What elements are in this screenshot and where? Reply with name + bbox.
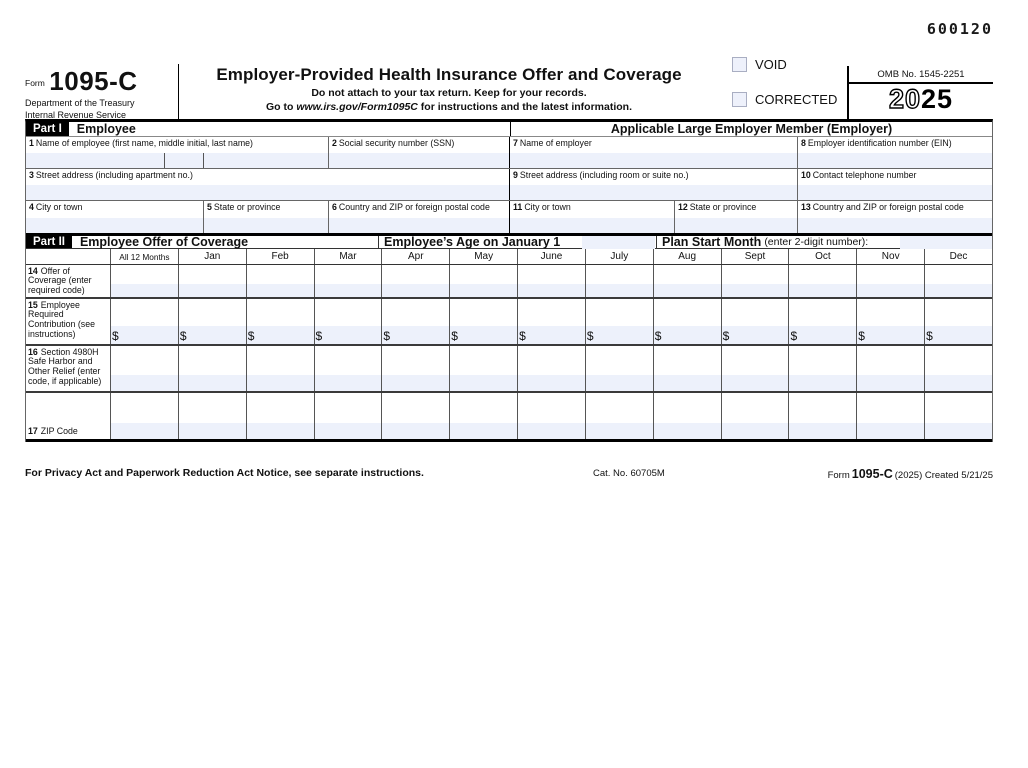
month-cell [179,299,247,344]
row-16-number: 16 [28,346,38,357]
field-10-label [798,169,992,185]
field-6-input[interactable] [329,218,509,233]
plan-start-month-input[interactable] [900,236,992,249]
currency-symbol: $ [451,329,458,343]
month-column-header: Jan [179,249,247,264]
month-cell-input[interactable] [789,326,856,344]
currency-symbol: $ [790,329,798,343]
privacy-notice: For Privacy Act and Paperwork Reduction Act Notice, see separate instructions. [25,467,424,479]
month-cell [925,393,992,439]
month-cell [857,393,925,439]
field-6-country-zip [329,201,509,233]
month-column-header: Nov [857,249,925,264]
month-cell-input[interactable] [450,326,517,344]
field-11-text: City or town [524,201,571,212]
month-cell [111,299,179,344]
month-cell [722,299,790,344]
currency-symbol: $ [179,329,187,343]
month-cell [247,299,315,344]
form-title: Employer-Provided Health Insurance Offer and Coverage [216,65,682,84]
agency-line-2: Internal Revenue Service [25,109,127,120]
month-cell [789,265,857,297]
currency-symbol: $ [654,329,662,343]
field-11-number: 11 [513,201,523,212]
month-cell-input[interactable] [315,375,382,391]
field-13-country-zip [798,201,992,233]
month-cell [247,346,315,391]
month-cell [789,393,857,439]
row-label-column-spacer [26,249,111,264]
month-cell-input[interactable] [247,326,314,344]
tax-year [849,84,993,115]
month-cell [925,299,992,344]
month-cell-input[interactable] [857,284,924,297]
row-15-label [26,299,111,344]
employee-age-label: Employee’s Age on January 1 [384,235,561,249]
agency-line-1: Department of the Treasury [25,98,135,108]
part2-badge: Part II [26,236,72,248]
month-cell-input[interactable] [450,423,517,439]
row-16-section-4980h [26,346,992,393]
form-serial-number: 600120 [926,20,993,38]
form-number: 1095-C [49,66,138,96]
month-cell [179,346,247,391]
month-cell [586,299,654,344]
field-13-input[interactable] [798,218,992,233]
field-13-text: Country and ZIP or foreign postal code [812,201,964,212]
field-2-text: Social security number (SSN) [338,137,455,148]
name-divider-1 [164,153,165,168]
month-cell-input[interactable] [315,423,382,439]
field-11-label [510,201,674,218]
month-cell-input[interactable] [789,423,856,439]
part1-badge: Part I [26,122,69,136]
month-cell [382,346,450,391]
omb-block [847,66,993,119]
month-cell-input[interactable] [722,375,789,391]
month-cell-input[interactable] [654,284,721,297]
month-cell-input[interactable] [925,284,992,297]
irs-url: www.irs.gov/Form1095C [296,101,418,113]
field-9-label [510,169,797,185]
month-cell-input[interactable] [111,326,178,344]
field-4-city [26,201,204,233]
field-13-label [798,201,992,218]
form-word: Form [25,78,45,88]
currency-symbol: $ [722,329,730,343]
month-cell-input[interactable] [586,375,653,391]
month-cell [111,346,179,391]
month-cell-input[interactable] [247,423,314,439]
field-1-number: 1 [29,137,34,148]
field-8-text: Employer identification number (EIN) [807,137,952,148]
month-cell-input[interactable] [382,375,449,391]
field-11-city [510,201,675,233]
month-cell-input[interactable] [247,284,314,297]
field-2-ssn [329,137,509,168]
row-15-number: 15 [28,299,38,310]
currency-symbol: $ [112,329,119,343]
field-10-input[interactable] [798,185,992,200]
month-cell-input[interactable] [857,326,924,344]
month-column-header: May [450,249,518,264]
month-column-header: All 12 Months [111,249,179,264]
field-3-input[interactable] [26,185,509,200]
month-cell-input[interactable] [518,375,585,391]
month-cell [315,393,383,439]
void-checkbox[interactable] [732,57,747,72]
month-cell [789,346,857,391]
month-cell-input[interactable] [789,284,856,297]
part2-title: Employee Offer of Coverage [79,235,249,249]
month-cell [925,265,992,297]
month-cell [925,346,992,391]
field-6-number: 6 [332,201,337,212]
header-title-block [178,65,720,113]
month-cell [450,346,518,391]
field-5-state [204,201,329,233]
month-cell-input[interactable] [450,375,517,391]
month-cell [111,265,179,297]
part1-row-2 [26,169,992,201]
month-cell [789,299,857,344]
field-8-number: 8 [801,137,806,148]
month-cell-input[interactable] [179,284,246,297]
month-cell-input[interactable] [722,423,789,439]
part1-row-1 [26,137,992,169]
month-column-header: Mar [315,249,383,264]
field-10-number: 10 [801,169,811,180]
month-cell-input[interactable] [111,375,178,391]
row-17-number: 17 [28,426,38,437]
field-6-text: Country and ZIP or foreign postal code [338,201,490,212]
month-cell-input[interactable] [382,284,449,297]
row-14-number: 14 [28,265,38,276]
year-outline: 20 [888,84,921,114]
month-cell-input[interactable] [722,326,789,344]
month-cell [857,346,925,391]
part1-title: Employee [76,122,136,136]
row-17-zip-code [26,393,992,442]
employee-age-input[interactable] [582,236,655,249]
currency-symbol: $ [315,329,323,343]
field-1-text: Name of employee (first name, middle initial, last name) [35,137,253,148]
month-cell [518,393,586,439]
month-cell [722,346,790,391]
month-cell [450,393,518,439]
month-cell-input[interactable] [518,423,585,439]
month-cell [857,299,925,344]
month-cell-input[interactable] [315,326,382,344]
month-cell-input[interactable] [722,284,789,297]
month-cell-input[interactable] [857,423,924,439]
form-header [25,57,993,120]
form-id-block [25,66,175,121]
footer-form-number: 1095-C [851,467,893,481]
row-14-text: Offer of Coverage (enter required code) [28,265,92,296]
field-5-text: State or province [213,201,281,212]
month-cell [382,299,450,344]
field-2-input[interactable] [329,153,509,168]
month-cell-input[interactable] [382,326,449,344]
form-subtitle-2 [178,101,720,113]
field-12-state [675,201,798,233]
row-14-offer-of-coverage [26,265,992,299]
month-cell-input[interactable] [518,284,585,297]
month-cell-input[interactable] [179,423,246,439]
month-column-header: Sept [722,249,790,264]
row-15-text: Employee Required Contribution (see instructions) [28,299,95,340]
form-sections [25,119,993,442]
currency-symbol: $ [519,329,526,343]
month-cell-input[interactable] [586,423,653,439]
month-cell-input[interactable] [857,375,924,391]
currency-symbol: $ [247,329,255,343]
month-cell-input[interactable] [925,423,992,439]
month-cell [179,393,247,439]
month-cell-input[interactable] [179,326,246,344]
field-1-employee-name [26,137,329,168]
month-cell-input[interactable] [111,284,178,297]
month-cell-input[interactable] [654,423,721,439]
month-cell [450,299,518,344]
field-9-input[interactable] [510,185,797,200]
field-3-label [26,169,509,185]
month-cell [518,346,586,391]
row-17-label [26,393,111,439]
field-9-text: Street address (including room or suite no.) [519,169,689,180]
field-12-text: State or province [689,201,757,212]
month-cell-input[interactable] [925,375,992,391]
part2-header-bar [26,233,992,249]
plan-start-month-segment [656,236,992,248]
field-8-label [798,137,992,153]
field-1-input[interactable] [26,153,328,168]
plan-start-month-hint: (enter 2-digit number): [764,236,869,248]
month-cell-input[interactable] [789,375,856,391]
omb-number: OMB No. 1545-2251 [849,66,993,84]
month-cell [654,265,722,297]
row-15-employee-required-contribution [26,299,992,346]
name-divider-2 [203,153,204,168]
month-cell-input[interactable] [654,375,721,391]
field-10-phone [798,169,992,200]
month-cell [247,265,315,297]
month-cell [586,265,654,297]
field-6-label [329,201,509,218]
field-9-street [510,169,798,200]
month-cell [450,265,518,297]
month-column-header: Aug [654,249,722,264]
row-16-text: Section 4980H Safe Harbor and Other Relief (enter code, if applicable) [28,346,102,387]
field-4-input[interactable] [26,218,203,233]
month-cell-input[interactable] [586,326,653,344]
month-cell [179,265,247,297]
month-cell [586,346,654,391]
currency-symbol: $ [383,329,391,343]
employee-age-segment [378,236,656,248]
part1-row-3 [26,201,992,233]
month-column-header: Dec [949,251,968,262]
field-11-input[interactable] [510,218,674,233]
footer-form-suffix: (2025) Created 5/21/25 [894,470,993,481]
field-2-number: 2 [332,137,337,148]
field-10-text: Contact telephone number [812,169,917,180]
currency-symbol: $ [586,329,594,343]
field-12-input[interactable] [675,218,797,233]
field-8-ein [798,137,992,168]
currency-symbol: $ [926,329,933,343]
field-4-text: City or town [35,201,83,212]
month-cell [382,393,450,439]
month-cell-input[interactable] [654,326,721,344]
month-cell [315,299,383,344]
subtitle-2-prefix: Go to [265,101,297,113]
month-cell-input[interactable] [925,326,992,344]
field-12-label [675,201,797,218]
field-8-input[interactable] [798,153,992,168]
catalog-number: Cat. No. 60705M [593,468,665,479]
month-column-header: July [586,249,654,264]
month-cell [857,265,925,297]
field-13-number: 13 [801,201,811,212]
month-cell [315,346,383,391]
field-7-input[interactable] [510,153,797,168]
field-3-text: Street address (including apartment no.) [35,169,193,180]
row-16-label [26,346,111,391]
part1-employer-title: Applicable Large Employer Member (Employer) [510,122,992,136]
row-14-label [26,265,111,297]
month-cell-input[interactable] [315,284,382,297]
month-cell [722,393,790,439]
month-column-header: June [518,249,586,264]
subtitle-2-suffix: for instructions and the latest information. [417,101,632,113]
field-7-text: Name of employer [519,137,592,148]
field-7-employer-name [510,137,798,168]
month-column-header: Feb [247,249,315,264]
month-cell-input[interactable] [586,284,653,297]
field-12-number: 12 [678,201,688,212]
month-cell-input[interactable] [111,423,178,439]
field-7-number: 7 [513,137,518,148]
month-cell [247,393,315,439]
field-4-label [26,201,203,218]
row-17-text: ZIP Code [40,426,78,437]
months-header-row [26,249,992,265]
month-cell-input[interactable] [179,375,246,391]
month-cell [518,299,586,344]
month-cell [382,265,450,297]
month-cell [518,265,586,297]
footer-form-word: Form [827,470,850,481]
currency-symbol: $ [858,329,865,343]
month-cell [654,393,722,439]
month-cell [722,265,790,297]
field-9-number: 9 [513,169,518,180]
field-3-number: 3 [29,169,34,180]
month-column-header: Oct [789,249,857,264]
month-column-header: Apr [382,249,450,264]
field-5-input[interactable] [204,218,328,233]
field-3-street [26,169,509,200]
month-cell-input[interactable] [450,284,517,297]
field-2-label [329,137,509,153]
month-cell [586,393,654,439]
corrected-label: CORRECTED [755,92,838,107]
month-cell [111,393,179,439]
month-cell [654,346,722,391]
field-5-label [204,201,328,218]
field-1-label [26,137,328,153]
plan-start-month-label: Plan Start Month [662,235,762,249]
month-cell-input[interactable] [518,326,585,344]
corrected-checkbox[interactable] [732,92,747,107]
field-7-label [510,137,797,153]
part1-header-bar [26,122,992,137]
field-5-number: 5 [207,201,212,212]
month-cell-input[interactable] [382,423,449,439]
year-solid: 25 [921,84,954,114]
month-cell [654,299,722,344]
void-label: VOID [755,57,787,72]
field-4-number: 4 [29,201,34,212]
form-subtitle-1: Do not attach to your tax return. Keep for your records. [311,87,587,99]
footer-form-id [828,467,993,481]
month-cell-input[interactable] [247,375,314,391]
month-cell [315,265,383,297]
form-footer [25,467,993,481]
